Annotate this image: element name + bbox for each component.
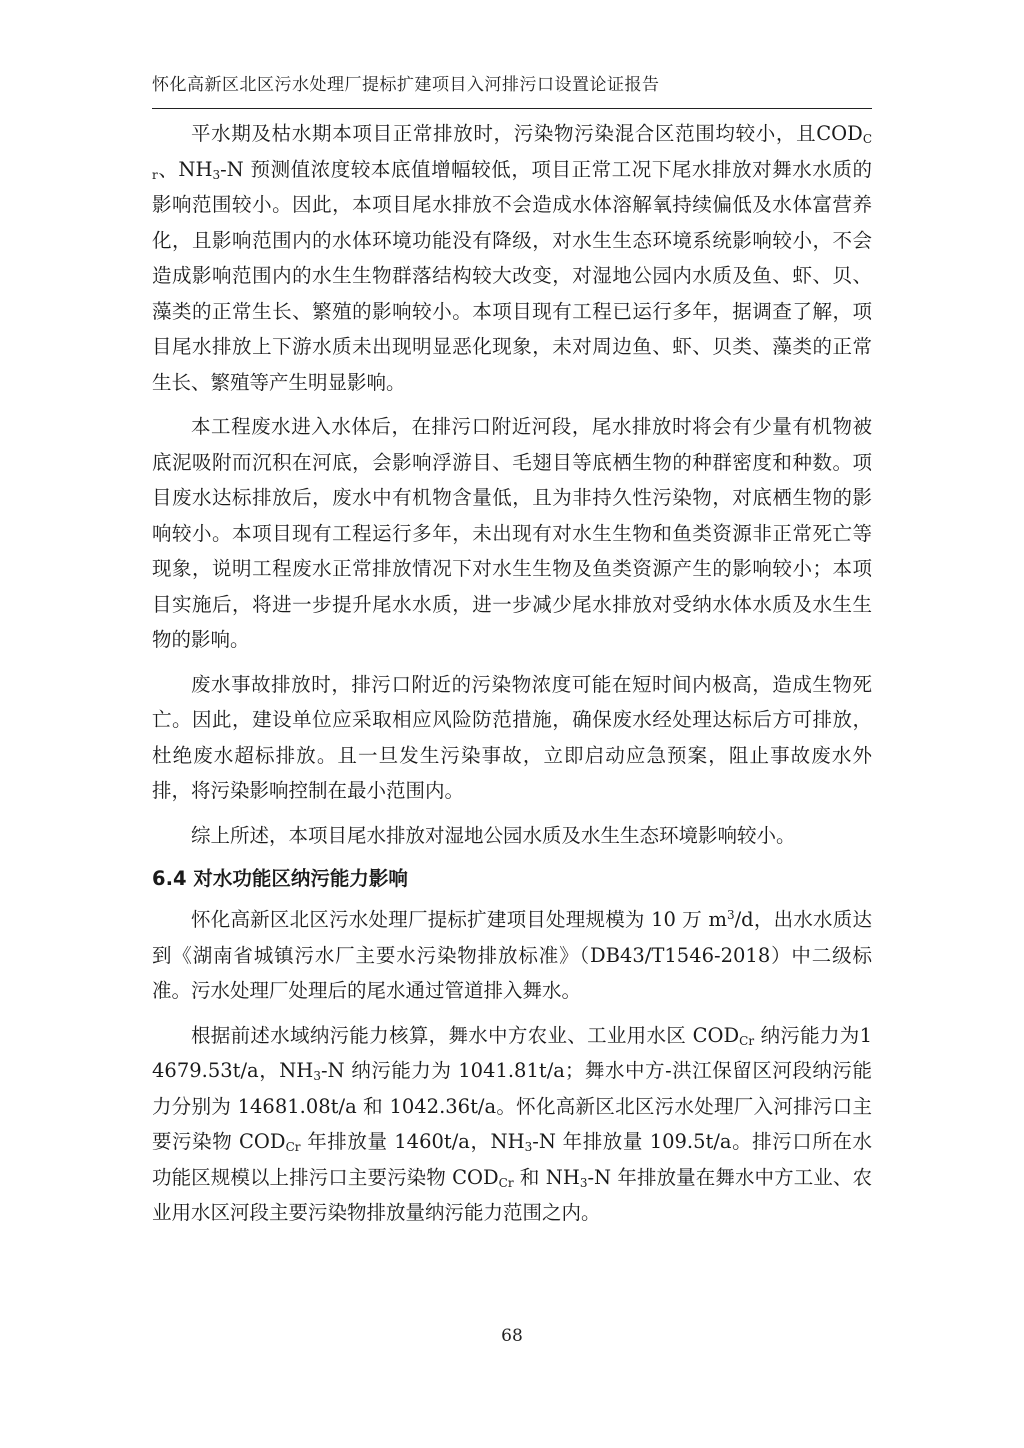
paragraph-assimilative-capacity: 根据前述水域纳污能力核算，舞水中方农业、工业用水区 $COD_{Cr}$ 纳污能力为14679.53t/a，$NH_3-N$ 纳污能力为 1041.81t/a；舞水中方-洪江保留区河段纳污能力分别为 14681.08t/a 和 1042.36t/a。怀化高新区北区污水处理厂入河排污口主要污染物 $COD_{Cr}$ 年排放量 1460t/a，$NH_3-N$ 年排放量 109.5t/a。排污口所在水功能区规模以上排污口主要污染物 $COD_{Cr}$ 和 $NH_3-N$ 年排放量在舞水中方工业、农业用水区河段主要污染物排放量纳污能力范围之内。 [152, 1023, 872, 1224]
paragraph-mixing-zone: 平水期及枯水期本项目正常排放时，污染物污染混合区范围均较小，且$COD_{Cr}$、$NH_3-N$ 预测值浓度较本底值增幅较低，项目正常工况下尾水排放对舞水水质的影响范围较小。因此，本项目尾水排放不会造成水体溶解氧持续偏低及水体富营养化，且影响范围内的水体环境功能没有降级，对水生生态环境系统影响较小，不会造成影响范围内的水生生物群落结构较大改变，对湿地公园内水质及鱼、虾、贝、藻类的正常生长、繁殖的影响较小。本项目现有工程已运行多年，据调查了解，项目尾水排放上下游水质未出现明显恶化现象，未对周边鱼、虾、贝类、藻类的正常生长、繁殖等产生明显影响。 [152, 122, 872, 394]
page-body [152, 116, 872, 1240]
paragraph-benthic-impact: 本工程废水进入水体后，在排污口附近河段，尾水排放时将会有少量有机物被底泥吸附而沉积在河底，会影响浮游目、毛翅目等底栖生物的种群密度和种数。项目废水达标排放后，废水中有机物含量低，且为非持久性污染物，对底栖生物的影响较小。本项目现有工程运行多年，未出现有对水生生物和鱼类资源非正常死亡等现象，说明工程废水正常排放情况下对水生生物及鱼类资源产生的影响较小；本项目实施后，将进一步提升尾水水质，进一步减少尾水排放对受纳水体水质及水生生物的影响。 [152, 415, 872, 651]
page-number: 68 [501, 1326, 523, 1346]
paragraph-summary: 综上所述，本项目尾水排放对湿地公园水质及水生生态环境影响较小。 [191, 823, 796, 847]
paragraph-treatment-scale: 怀化高新区北区污水处理厂提标扩建项目处理规模为 10 万 $m^3/d$，出水水质达到《湖南省城镇污水厂主要水污染物排放标准》（DB43/T1546-2018）中二级标准。污水处理厂处理后的尾水通过管道排入舞水。 [152, 908, 872, 1002]
running-header: 怀化高新区北区污水处理厂提标扩建项目入河排污口设置论证报告 [152, 75, 660, 95]
section-heading-6-4: 6.4 对水功能区纳污能力影响 [152, 867, 408, 890]
header-divider [152, 108, 872, 109]
paragraph-accident-discharge: 废水事故排放时，排污口附近的污染物浓度可能在短时间内极高，造成生物死亡。因此，建设单位应采取相应风险防范措施，确保废水经处理达标后方可排放，杜绝废水超标排放。且一旦发生污染事故，立即启动应急预案，阻止事故废水外排，将污染影响控制在最小范围内。 [152, 672, 872, 802]
